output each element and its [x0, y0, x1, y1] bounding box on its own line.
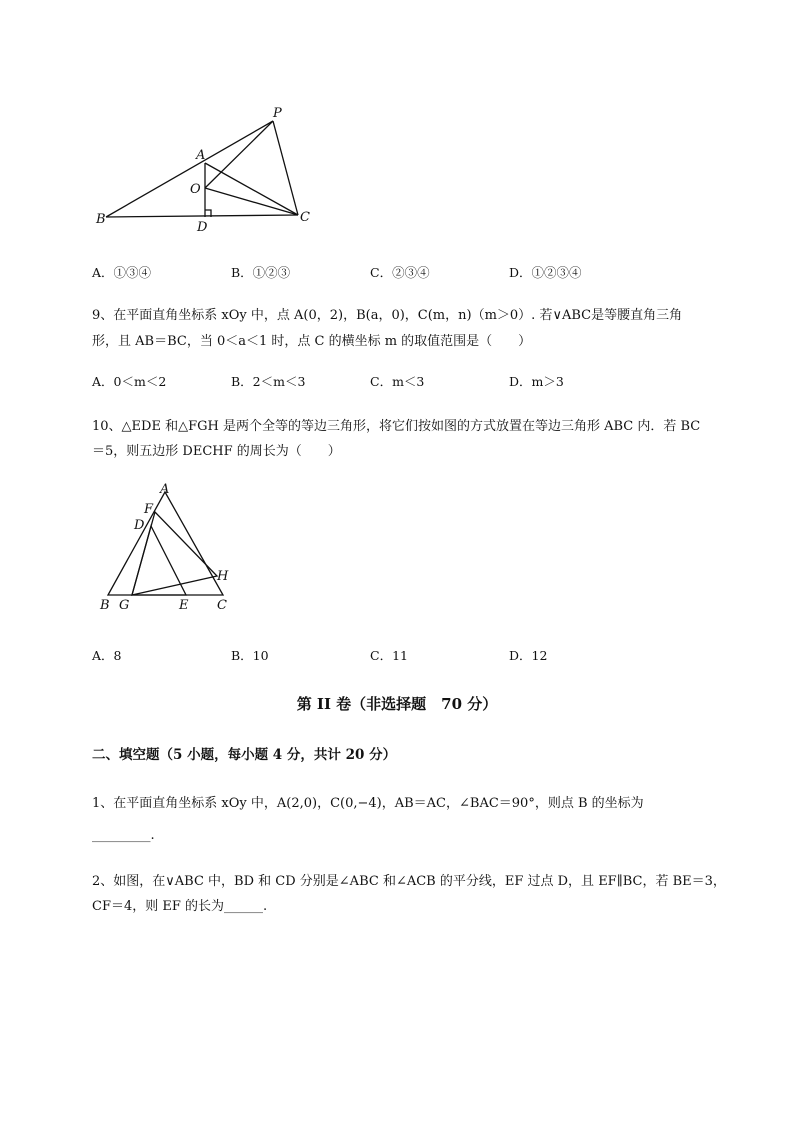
q10-label-D: D — [134, 518, 145, 533]
q8-line-BP — [106, 121, 273, 217]
q9-text-line2: 形，且 AB＝BC，当 0＜a＜1 时，点 C 的横坐标 m 的取值范围是（ ） — [92, 334, 532, 349]
q9-option-d: D．m＞3 — [509, 374, 564, 389]
q10-label-H: H — [217, 569, 229, 584]
q10-triangle-FGH — [132, 512, 217, 595]
section2-title: 二、填空题（5 小题，每小题 4 分，共计 20 分） — [92, 747, 397, 763]
q8-option-c: C．②③④ — [370, 265, 430, 280]
q8-label-B: B — [96, 212, 106, 227]
q10-label-A: A — [160, 482, 170, 497]
fill2-text-line1: 2、如图，在∨ABC 中，BD 和 CD 分别是∠ABC 和∠ACB 的平分线，EF 过点 D，且 EF∥BC，若 BE＝3， — [92, 874, 726, 889]
q10-option-c: C．11 — [370, 648, 408, 663]
q8-label-O: O — [190, 182, 201, 197]
q10-option-b: B．10 — [231, 648, 269, 663]
q10-text-line1: 10、△EDE 和△FGH 是两个全等的等边三角形，将它们按如图的方式放置在等边三角形 ABC 内．若 BC — [92, 419, 701, 434]
fill1-text-line2: _________. — [92, 828, 155, 843]
fill2-text-line2: CF＝4，则 EF 的长为______. — [92, 899, 268, 914]
q10-figure — [95, 478, 245, 618]
fill1-text-line1: 1、在平面直角坐标系 xOy 中，A(2,0)，C(0,−4)，AB＝AC，∠BAC＝90°，则点 B 的坐标为 — [92, 796, 644, 811]
q8-label-D: D — [197, 220, 208, 235]
q9-option-a: A．0＜m＜2 — [92, 374, 167, 389]
q10-label-F: F — [144, 502, 154, 517]
q10-label-G: G — [119, 598, 130, 613]
q10-label-B: B — [100, 598, 110, 613]
q10-option-d: D．12 — [509, 648, 548, 663]
q10-label-E: E — [179, 598, 189, 613]
q8-figure — [90, 100, 330, 240]
q8-option-b: B．①②③ — [231, 265, 291, 280]
q9-text-line1: 9、在平面直角坐标系 xOy 中，点 A(0，2)，B(a，0)，C(m，n)（m＞0）. 若∨ABC是等腰直角三角 — [92, 308, 683, 323]
q8-line-AC — [205, 163, 298, 215]
q8-label-P: P — [273, 106, 282, 121]
q10-triangle-ABC — [108, 492, 223, 595]
q8-line-OC — [205, 188, 298, 215]
q8-line-BC — [106, 215, 298, 217]
q10-label-C: C — [217, 598, 227, 613]
q10-option-a: A．8 — [92, 648, 122, 663]
q10-text-line2: ＝5，则五边形 DECHF 的周长为（ ） — [92, 444, 341, 459]
q9-option-c: C．m＜3 — [370, 374, 425, 389]
q8-line-PC — [273, 121, 298, 215]
q8-label-C: C — [300, 210, 310, 225]
part2-title: 第 II 卷（非选择题 70 分） — [296, 695, 498, 713]
q9-option-b: B．2＜m＜3 — [231, 374, 306, 389]
q8-label-A: A — [196, 148, 206, 163]
q8-option-d: D．①②③④ — [509, 265, 582, 280]
q8-option-a: A．①③④ — [92, 265, 152, 280]
